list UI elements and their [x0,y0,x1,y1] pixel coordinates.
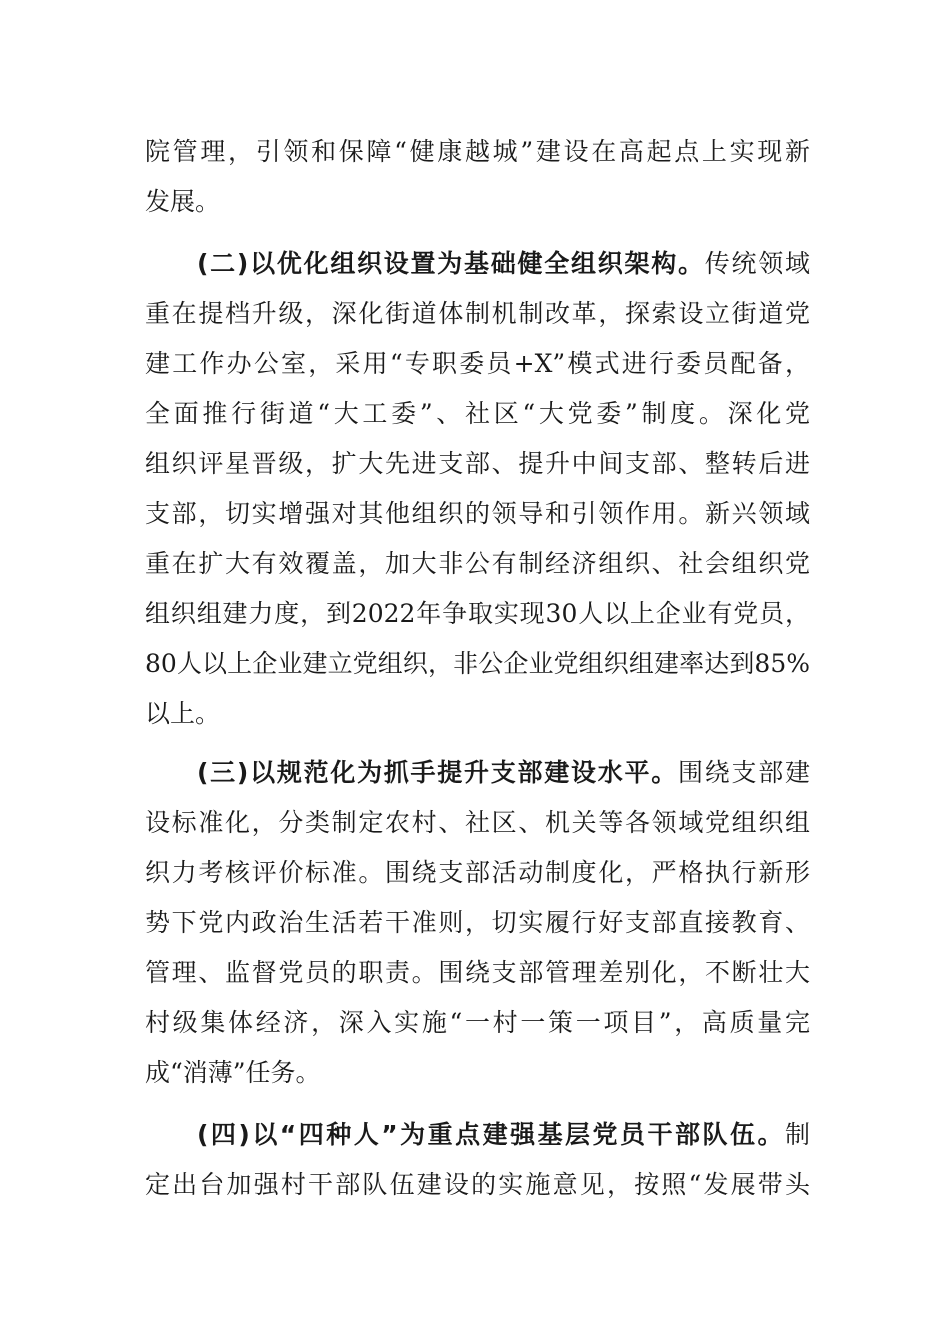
paragraph-continuation [145,127,810,227]
section-heading: (二)以优化组织设置为基础健全组织架构。 [197,249,705,278]
text-line: 成“消薄”任务。 [145,1058,321,1087]
section-heading: (三)以规范化为抓手提升支部建设水平。 [197,758,678,787]
text-line: 设标准化，分类制定农村、社区、机关等各领域党组织组 [145,808,810,837]
paragraph-cadre-team [145,1110,810,1210]
text-line: 发展。 [145,187,221,216]
text-line: 势下党内政治生活若干准则，切实履行好支部直接教育、 [145,908,810,937]
text-line: 重在提档升级，深化街道体制机制改革，探索设立街道党 [145,299,810,328]
text-line: 建工作办公室，采用“专职委员+X”模式进行委员配备， [145,349,810,378]
text-line: 全面推行街道“大工委”、社区“大党委”制度。深化党 [145,399,810,428]
text-line: 重在扩大有效覆盖，加大非公有制经济组织、社会组织党 [145,549,810,578]
text-line: 织力考核评价标准。围绕支部活动制度化，严格执行新形 [145,858,810,887]
text-line: 以上。 [145,699,221,728]
paragraph-branch-construction [145,748,810,1098]
section-heading: (四)以“四种人”为重点建强基层党员干部队伍。 [197,1120,785,1149]
text-fragment: 传统领域 [704,249,810,278]
text-line: 定出台加强村干部队伍建设的实施意见，按照“发展带头 [145,1170,810,1199]
paragraph-organization-structure [145,239,810,739]
text-fragment: 制 [784,1120,810,1149]
text-line: 院管理，引领和保障“健康越城”建设在高起点上实现新 [145,137,810,166]
text-line: 组织评星晋级，扩大先进支部、提升中间支部、整转后进 [145,449,810,478]
paragraph-first-line [145,239,810,289]
text-line: 村级集体经济，深入实施“一村一策一项目”，高质量完 [145,1008,810,1037]
text-line: 支部，切实增强对其他组织的领导和引领作用。新兴领域 [145,499,810,528]
text-line: 组织组建力度，到2022年争取实现30人以上企业有党员， [145,599,810,628]
text-fragment: 围绕支部建 [678,758,810,787]
paragraph-first-line [145,1110,810,1160]
text-line: 80人以上企业建立党组织，非公企业党组织组建率达到85% [145,649,810,678]
text-line: 管理、监督党员的职责。围绕支部管理差别化，不断壮大 [145,958,810,987]
paragraph-first-line [145,748,810,798]
